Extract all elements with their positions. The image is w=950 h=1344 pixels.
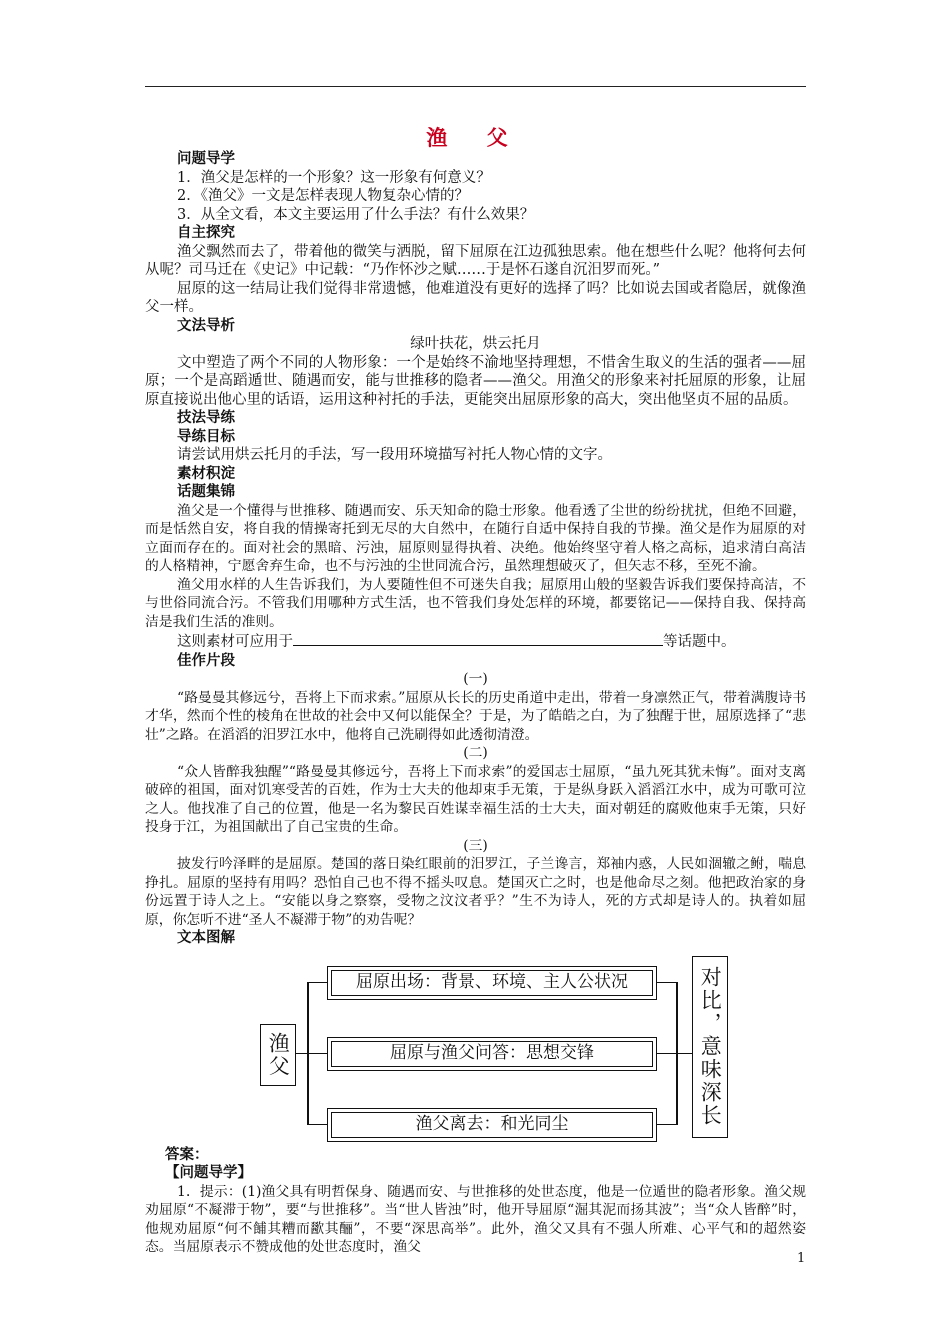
excerpt-text: “路曼曼其修远兮，吾将上下而求索。”屈原从长长的历史甬道中走出，带着一身凛然正气，带着满腹诗书才华，然而个性的棱角在世故的社会中又何以能保全？于是，为了皓皓之白，为了独醒于世，屈原选择了“悲壮”之路。在滔滔的汨罗江水中，他将自己洗刷得如此透彻清澄。: [145, 689, 806, 743]
diagram-box-2: [327, 1037, 657, 1071]
excerpt-text: “众人皆醉我独醒”“路曼曼其修远兮，吾将上下而求索”的爱国志士屈原，“虽九死其犹未悔”。面对支离破碎的祖国，面对饥寒受苦的百姓，作为士大夫的他却束手无策，于是纵身跃入滔滔江水中，成为可歌可泣之人。他找准了自己的位置，他是一名为黎民百姓谋幸福生活的士大夫，面对朝廷的腐败他束手无策，只好投身于江，为祖国献出了自己宝贵的生命。: [145, 763, 806, 835]
connector-line: [657, 1124, 677, 1126]
document-body: [145, 150, 806, 1257]
diagram-right-box: [692, 956, 728, 1138]
analysis-subtitle: 绿叶扶花，烘云托月: [410, 336, 541, 352]
material-subheading: 话题集锦: [177, 484, 235, 500]
material-paragraph: 渔父是一个懂得与世推移、随遇而安、乐天知命的隐士形象。他看透了尘世的纷纷扰扰，但绝不回避，而是恬然自安，将自我的情操寄托到无尽的大自然中，在随行自适中保持自我的节操。渔父是作为屈原的对立面而存在的。面对社会的黑暗、污浊，屈原则显得执着、决绝。他始终坚守着人格之高标，追求清白高洁的人格精神，宁愿舍弃生命，也不与污浊的尘世同流合污，虽然理想破灭了，但矢志不移，至死不渝。: [145, 502, 806, 574]
analysis-paragraph: 文中塑造了两个不同的人物形象：一个是始终不渝地坚持理想，不惜舍生取义的生活的强者——屈原；一个是高蹈遁世、随遇而安，能与世推移的隐者——渔父。用渔父的形象来衬托屈原的形象，让屈原直接说出他心里的话语，运用这种衬托的手法，更能突出屈原形象的高大，突出他坚贞不屈的品质。: [145, 354, 806, 408]
excellent-heading: 佳作片段: [177, 652, 235, 669]
material-heading: 素材积淀: [177, 465, 235, 482]
connector-line: [307, 982, 327, 984]
connector-line: [657, 982, 677, 984]
guide-question: 1．渔父是怎样的一个形象？这一形象有何意义？: [177, 169, 491, 186]
explore-paragraph: 渔父飘然而去了，带着他的微笑与洒脱，留下屈原在江边孤独思索。他在想些什么呢？他将何去何从呢？司马迁在《史记》中记载：“乃作怀沙之赋……于是怀石遂自沉汨罗而死。”: [145, 243, 806, 278]
answer-blank[interactable]: [293, 631, 663, 646]
excerpt-number: (二): [463, 745, 488, 761]
diagram-right-label: 对比，意味深长: [698, 966, 723, 1127]
connector-line: [307, 1124, 327, 1126]
answers-heading: 答案：: [165, 1146, 209, 1163]
explore-paragraph: 屈原的这一结局让我们觉得非常遗憾，他难道没有更好的选择了吗？比如说去国或者隐居，就像渔父一样。: [145, 280, 806, 315]
practice-heading: 技法导练: [177, 410, 235, 426]
answer-text: 1．提示：(1)渔父具有明哲保身、随遇而安、与世推移的处世态度，他是一位遁世的隐者形象。渔父规劝屈原“不凝滞于物”，要“与世推移”。当“世人皆浊”时，他开导屈原“淈其泥而扬其波”；当“众人皆醉”时，他规劝屈原“何不餔其糟而歠其酾”，不要“深思高举”。此外，渔父又具有不强人所难、心平气和的超然姿态。当屈原表示不赞成他的处世态度时，渔父: [145, 1183, 806, 1255]
answers-subheading: 【问题导学】: [165, 1165, 252, 1181]
practice-text: 请尝试用烘云托月的手法，写一段用环境描写衬托人物心情的文字。: [177, 447, 612, 463]
diagram-box-3: [327, 1108, 657, 1142]
apply-prefix: 这则素材可应用于: [177, 634, 293, 650]
diagram-left-box: [260, 1024, 296, 1086]
header-rule: [145, 86, 806, 87]
connector-line: [307, 1053, 327, 1055]
diagram-box-label: 屈原出场：背景、环境、主人公状况: [356, 972, 628, 993]
connector-line: [676, 1053, 692, 1055]
explore-heading: 自主探究: [177, 225, 235, 241]
guide-heading: 问题导学: [177, 151, 235, 167]
page-title: 渔 父: [426, 126, 524, 150]
page-number: 1: [797, 1251, 806, 1266]
guide-question: 3．从全文看，本文主要运用了什么手法？有什么效果？: [177, 206, 535, 223]
excerpt-text: 披发行吟泽畔的是屈原。楚国的落日染红眼前的汨罗江，子兰谗言，郑袖内惑，人民如涸辙之鲋，喘息挣扎。屈原的坚持有用吗？恐怕自己也不得不摇头叹息。楚国灭亡之时，也是他命尽之刻。他把政治家的身份远置于诗人之上。“安能以身之察察，受物之汶汶者乎？”生不为诗人，死的方式却是诗人的。执着如屈原，你怎听不进“圣人不凝滞于物”的劝告呢？: [145, 856, 806, 928]
diagram-box-label: 屈原与渔父问答：思想交锋: [390, 1043, 594, 1064]
connector-line: [657, 1053, 677, 1055]
excerpt-number: (三): [463, 837, 488, 854]
guide-question: 2．《渔父》一文是怎样表现人物复杂心情的？: [177, 188, 469, 204]
text-diagram: [145, 952, 806, 1142]
material-apply-line: [145, 631, 806, 652]
material-paragraph: 渔父用水样的人生告诉我们，为人要随性但不可迷失自我；屈原用山般的坚毅告诉我们要保持高洁，不与世俗同流合污。不管我们用哪种方式生活，也不管我们身处怎样的环境，都要铭记——保持自我、保持高洁是我们生活的准则。: [145, 576, 806, 630]
analysis-heading: 文法导析: [177, 317, 235, 334]
diagram-box-label: 渔父离去：和光同尘: [415, 1114, 569, 1135]
diagram-heading: 文本图解: [177, 930, 235, 946]
practice-subheading: 导练目标: [177, 428, 235, 445]
apply-suffix: 等话题中。: [663, 634, 736, 650]
excerpt-number: (一): [463, 671, 488, 687]
diagram-box-1: [327, 966, 657, 1000]
diagram-left-label: 渔父: [266, 1031, 291, 1078]
